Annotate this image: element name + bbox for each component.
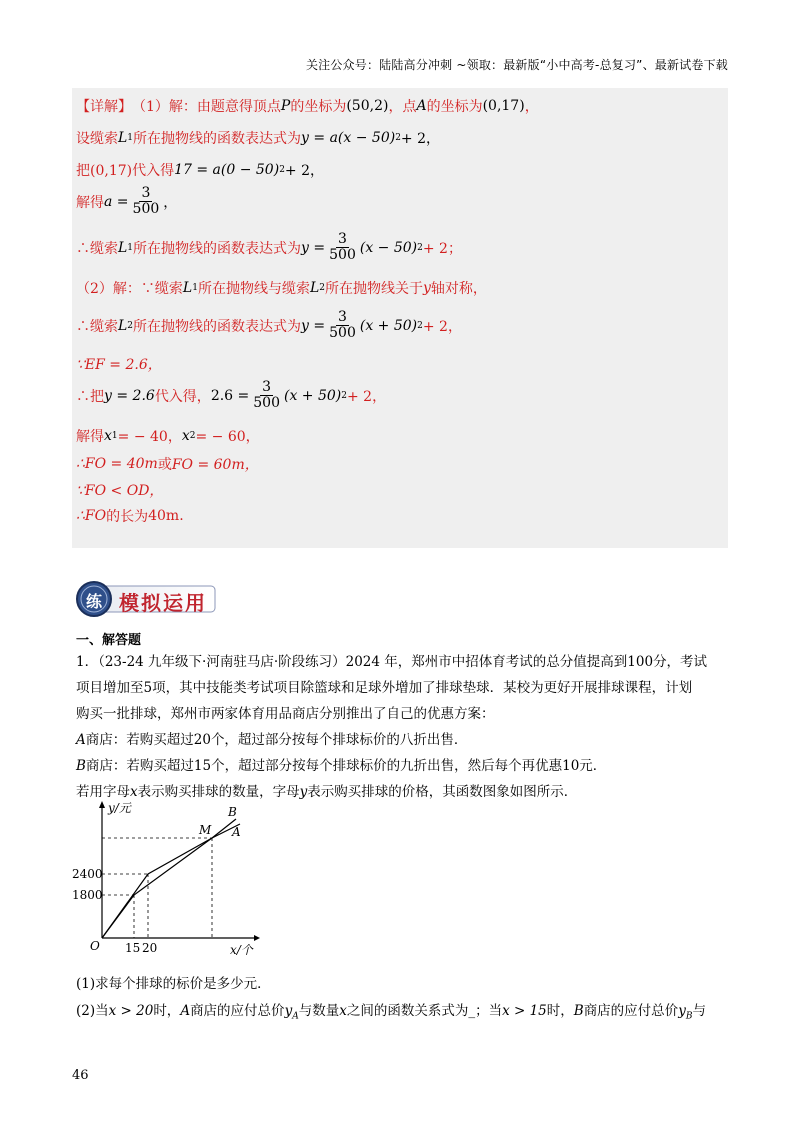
text: 设缆索	[76, 131, 118, 147]
question-line-3	[76, 702, 495, 722]
text: 所在抛物线关于	[324, 281, 423, 297]
subscript: 1	[127, 242, 134, 253]
point-M-label: M	[199, 823, 212, 837]
fraction	[327, 310, 358, 341]
number: 15	[193, 758, 212, 774]
math-expr: 2.6 =	[210, 387, 250, 404]
var-L: L	[118, 317, 128, 334]
solution-line-2	[76, 128, 440, 148]
var-x: x	[130, 784, 138, 800]
math-expr: ∵EF = 2.6，	[76, 357, 162, 373]
subscript: 1	[111, 431, 118, 441]
math-tail: + 2，	[284, 163, 325, 179]
subscript: 1	[192, 283, 198, 293]
number: 100	[627, 654, 654, 670]
var-y: y	[678, 1003, 686, 1019]
store-B: B	[76, 758, 86, 774]
text: ∴缆索	[76, 240, 118, 257]
text: 项，其中技能类考试项目除篮球和足球外增加了排球垫球．某校为更好开展排球课程，计划	[152, 680, 693, 696]
solution-line-8	[76, 354, 162, 374]
math-expr: 40m.	[148, 508, 184, 524]
coord-P: (50,2)	[346, 98, 389, 114]
math-tail: + 2；	[422, 240, 462, 257]
var-P: P	[280, 98, 291, 114]
question-line-5	[76, 754, 606, 774]
text: 商店：若购买超过	[85, 758, 194, 774]
var-y: y	[284, 1003, 293, 1019]
line-A-label: A	[232, 825, 241, 839]
math-expr: = − 40，	[117, 429, 182, 445]
denominator: 500	[132, 201, 160, 217]
line-B	[102, 819, 236, 938]
math-var: a =	[104, 193, 129, 210]
text: （1）解：由题意得顶点	[132, 99, 281, 115]
math-expr: FO = 60m，	[171, 457, 259, 473]
text: 所在抛物线的函数表达式为	[133, 318, 302, 335]
text: 分，考试	[653, 654, 708, 670]
subquestion-2	[76, 999, 706, 1022]
number: 20	[193, 732, 211, 748]
denominator: 500	[329, 325, 356, 341]
text: 所在抛物线的函数表达式为	[133, 131, 302, 147]
solution-line-1	[76, 96, 539, 116]
var-x: x	[339, 1003, 347, 1019]
solution-line-3	[76, 160, 324, 180]
var-A: A	[416, 98, 427, 114]
subscript: 1	[127, 133, 134, 143]
text: （2）解：∵缆索	[76, 281, 183, 297]
math-tail: ，	[163, 194, 178, 211]
text: 与数量	[298, 1003, 340, 1019]
numerator: 3	[262, 379, 272, 395]
denominator: 500	[329, 247, 356, 263]
math-expr: (x + 50)	[359, 317, 418, 334]
number: 10	[562, 758, 580, 774]
fraction	[327, 232, 358, 263]
var-L: L	[118, 130, 128, 146]
page-number: 46	[72, 1068, 89, 1083]
math-tail: + 2，	[422, 318, 462, 335]
text: 的坐标为	[290, 99, 347, 115]
math-var: y =	[301, 239, 326, 256]
solution-line-6	[76, 278, 487, 298]
store-B: B	[573, 1003, 584, 1019]
text: 购买一批排球，郑州市两家体育用品商店分别推出了自己的优惠方案：	[76, 706, 495, 722]
text: 之间的函数关系式为_；当	[346, 1003, 503, 1019]
text: 与	[692, 1003, 706, 1019]
line-B-label: B	[228, 805, 237, 819]
text: 元．	[579, 758, 607, 774]
text: 的坐标为	[426, 99, 483, 115]
subscript: 2	[319, 283, 325, 293]
text: ∴把	[76, 388, 104, 405]
math-expr: ∴FO	[76, 508, 107, 524]
y-axis-arrow	[99, 801, 105, 808]
solution-line-11	[76, 454, 259, 474]
banner-title: 模拟运用	[119, 591, 207, 615]
subquestion-1	[76, 972, 271, 992]
section-title: 一、解答题	[76, 633, 142, 648]
text: 代入得，	[154, 388, 211, 405]
x-axis-label: x/个	[230, 943, 253, 957]
text: 时，	[546, 1003, 574, 1019]
math-expr: = − 60，	[195, 429, 260, 445]
subscript: 2	[127, 320, 134, 331]
text: 所在抛物线与缆索	[197, 281, 310, 297]
tick-15: 15	[125, 941, 141, 955]
superscript: 2	[395, 133, 401, 143]
text: 或	[157, 457, 172, 473]
solution-line-5	[76, 232, 462, 263]
text: (1)求每个排球的标价是多少元．	[76, 976, 271, 992]
text: 所在抛物线的函数表达式为	[133, 240, 302, 257]
math-expr: ∴FO = 40m	[76, 456, 158, 472]
store-A: A	[180, 1003, 191, 1019]
question-line-2	[76, 676, 692, 696]
text: 商店的应付总价	[583, 1003, 679, 1019]
text: 个，超过部分按每个排球标价的九折出售，然后每个再优惠	[211, 758, 563, 774]
text: 商店的应付总价	[190, 1003, 285, 1019]
numerator: 3	[338, 309, 347, 325]
text: 若用字母	[76, 784, 130, 800]
math-expr: (x + 50)	[284, 387, 342, 404]
var-L: L	[309, 280, 320, 296]
text: 解得	[76, 194, 104, 211]
text: ∴缆索	[76, 318, 118, 335]
math-tail: + 2，	[400, 131, 441, 147]
superscript: 2	[279, 165, 285, 175]
superscript: 2	[417, 242, 423, 253]
solution-line-9	[76, 380, 386, 411]
origin-label: O	[90, 939, 100, 953]
math-var: y =	[301, 317, 326, 334]
text: 时，	[153, 1003, 181, 1019]
text: 把(0,17)代入得	[76, 163, 175, 179]
text: 的长为	[106, 509, 149, 525]
number: 5	[143, 680, 153, 696]
text: 解得	[76, 429, 104, 445]
text: 表示购买排球的数量，字母	[137, 784, 300, 800]
text: ，	[524, 99, 539, 115]
math-var: x	[104, 428, 112, 444]
fraction	[131, 186, 162, 217]
question-line-6	[76, 780, 577, 800]
page-header: 关注公众号：陆陆高分冲刺 ~领取：最新版“小中高考-总复习”、最新试卷下载	[305, 58, 728, 72]
y-axis-label: y/元	[108, 801, 131, 815]
var-L: L	[182, 280, 193, 296]
practice-banner	[75, 580, 217, 618]
banner-icon-text: 练	[85, 592, 102, 611]
question-line-4	[76, 728, 467, 748]
superscript: 2	[417, 320, 423, 331]
var-L: L	[118, 239, 128, 256]
line-A	[102, 824, 240, 938]
math-expr: ∵FO < OD，	[76, 483, 164, 499]
text: 表示购买排球的价格，其函数图象如图所示．	[307, 784, 578, 800]
question-line-1	[76, 650, 707, 670]
math-var: x	[181, 428, 190, 444]
math-tail: + 2，	[347, 388, 387, 405]
math-expr: y = a(x − 50)	[301, 130, 396, 146]
math-expr: (x − 50)	[359, 239, 418, 256]
text: ，点	[388, 99, 417, 115]
x-axis-arrow	[254, 935, 260, 941]
math-expr: x > 15	[502, 1003, 547, 1019]
text: 项目增加至	[76, 680, 144, 696]
tick-20: 20	[142, 941, 158, 955]
solution-line-13	[76, 506, 184, 526]
coord-A: (0,17)	[482, 98, 525, 114]
superscript: 2	[341, 390, 347, 401]
denominator: 500	[253, 395, 280, 411]
solution-line-10	[76, 426, 260, 446]
solution-line-12	[76, 480, 163, 500]
math-expr: y = 2.6	[104, 387, 155, 404]
tick-1800: 1800	[72, 888, 103, 902]
solution-line-7	[76, 310, 462, 341]
text: (2)当	[76, 1003, 109, 1019]
text: 1．（23-24 九年级下·河南驻马店·阶段练习）2024 年，郑州市中招体育考试的总分值提高到	[76, 654, 628, 670]
text: 个，超过部分按每个排球标价的八折出售．	[210, 732, 468, 748]
numerator: 3	[141, 185, 151, 201]
math-expr: 17 = a(0 − 50)	[174, 162, 280, 178]
math-expr: x > 20	[108, 1003, 154, 1019]
fraction	[251, 380, 282, 411]
detail-tag: 【详解】	[76, 99, 132, 115]
function-graph	[72, 798, 272, 968]
var-y: y	[422, 280, 431, 296]
subscript: B	[685, 1011, 693, 1022]
subscript: A	[292, 1011, 299, 1022]
var-y: y	[299, 784, 308, 800]
store-A: A	[76, 732, 86, 748]
numerator: 3	[338, 231, 347, 247]
text: 商店：若购买超过	[85, 732, 194, 748]
solution-line-4	[76, 186, 177, 217]
text: 轴对称，	[430, 281, 487, 297]
tick-2400: 2400	[72, 867, 103, 881]
subscript: 2	[189, 431, 196, 441]
